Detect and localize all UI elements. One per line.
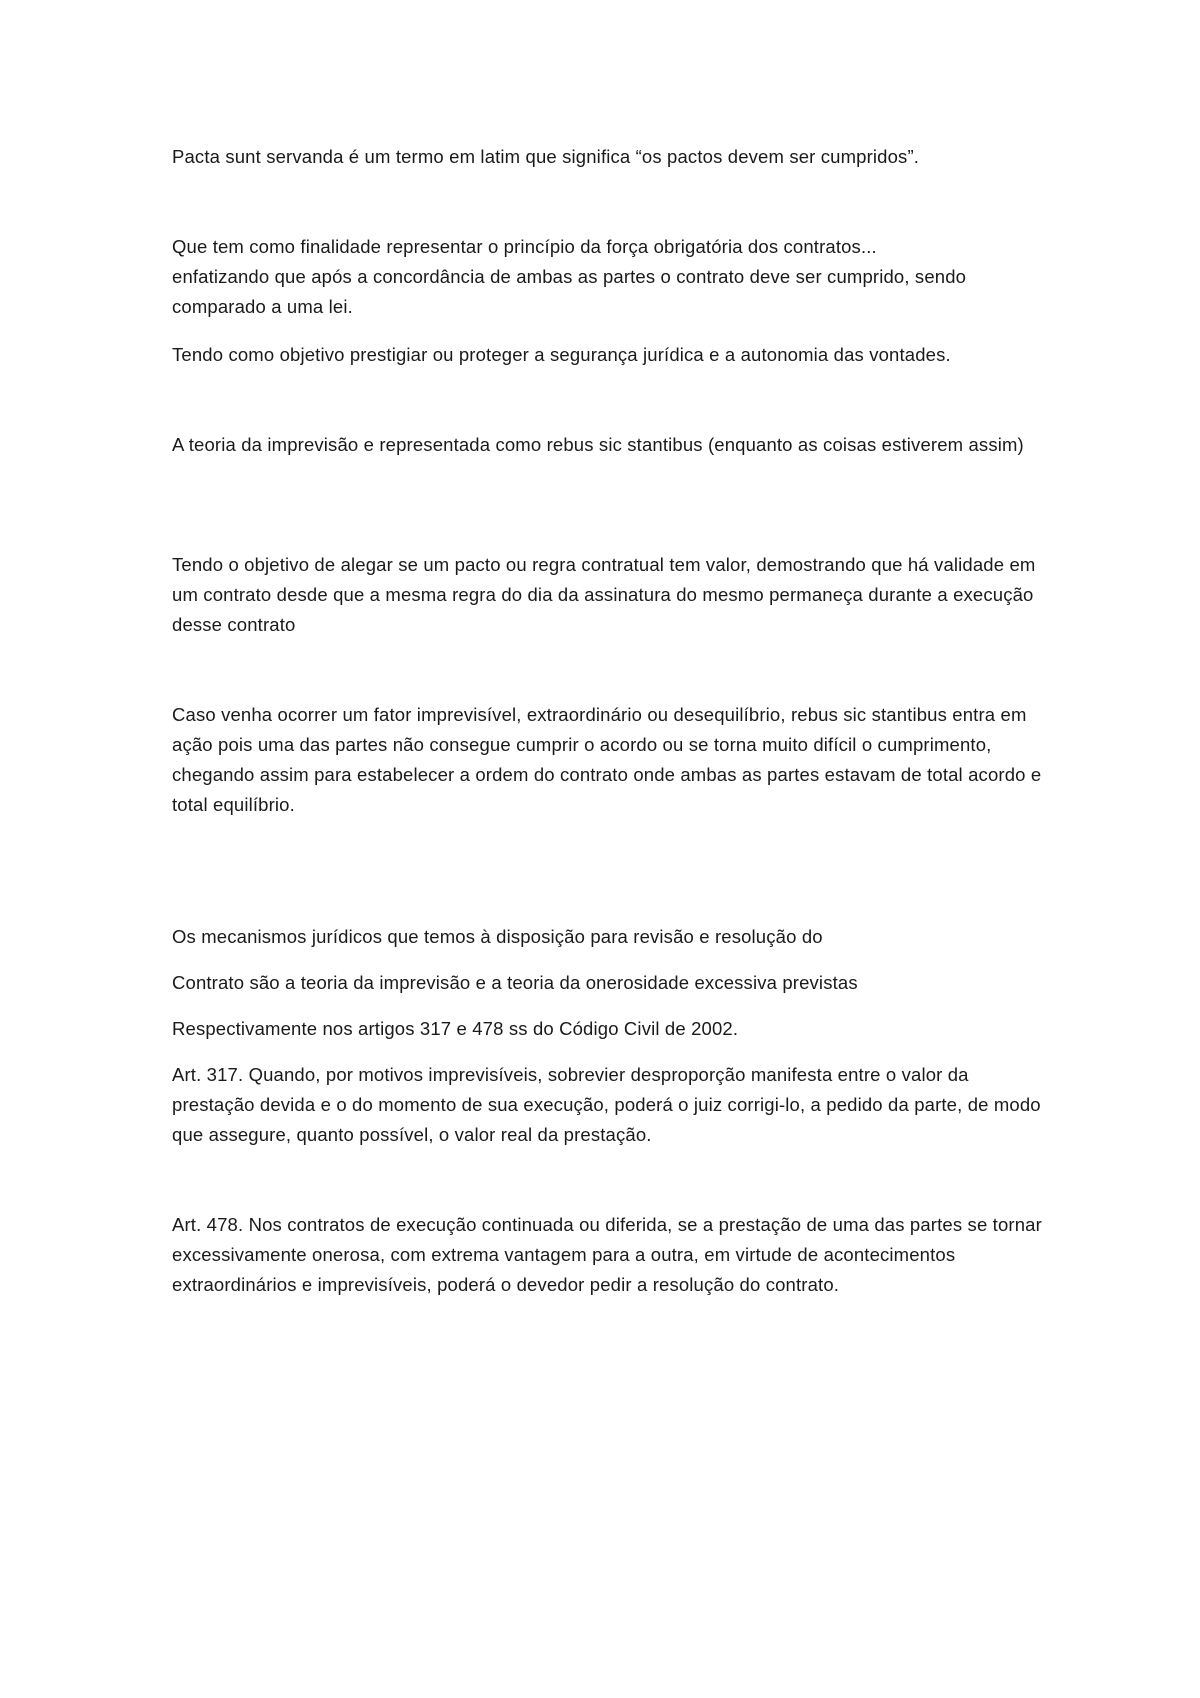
- paragraph-objetivo-alegar: Tendo o objetivo de alegar se um pacto ou regra contratual tem valor, demostrando que há validade em um contrato desde que a mesma regra do dia da assinatura do mesmo permaneça durante a execução desse contrato: [172, 554, 1036, 635]
- paragraph-art-478: Art. 478. Nos contratos de execução continuada ou diferida, se a prestação de uma das partes se tornar excessivamente onerosa, com extrema vantagem para a outra, em virtude de acontecimentos extraordinários e imprevisíveis, poderá o devedor pedir a resolução do contrato.: [172, 1214, 1042, 1295]
- paragraph-art-317: Art. 317. Quando, por motivos imprevisíveis, sobrevier desproporção manifesta entre o valor da prestação devida e o do momento de sua execução, poderá o juiz corrigi-lo, a pedido da parte, de modo que assegure, quanto possível, o valor real da prestação.: [172, 1064, 1041, 1145]
- paragraph-contrato-teorias: Contrato são a teoria da imprevisão e a teoria da onerosidade excessiva previstas: [172, 972, 858, 993]
- paragraph-caso-venha: Caso venha ocorrer um fator imprevisível, extraordinário ou desequilíbrio, rebus sic stantibus entra em ação pois uma das partes não consegue cumprir o acordo ou se torna muito difícil o cumprimento, chegando assim para estabelecer a ordem do contrato onde ambas as partes estavam de total acordo e total equilíbrio.: [172, 704, 1042, 815]
- paragraph-mecanismos: Os mecanismos jurídicos que temos à disposição para revisão e resolução do: [172, 926, 823, 947]
- paragraph-teoria-imprevisao: A teoria da imprevisão e representada como rebus sic stantibus (enquanto as coisas estiverem assim): [172, 434, 1024, 455]
- paragraph-respectivamente: Respectivamente nos artigos 317 e 478 ss do Código Civil de 2002.: [172, 1018, 739, 1039]
- paragraph-objetivo-seguranca: Tendo como objetivo prestigiar ou proteger a segurança jurídica e a autonomia das vontades.: [172, 344, 951, 365]
- paragraph-pacta-sunt-servanda: Pacta sunt servanda é um termo em latim que significa “os pactos devem ser cumpridos”.: [172, 146, 920, 167]
- paragraph-finalidade: Que tem como finalidade representar o princípio da força obrigatória dos contratos... enfatizando que após a concordância de ambas as partes o contrato deve ser cumprido, sendo comparado a uma lei.: [172, 236, 967, 317]
